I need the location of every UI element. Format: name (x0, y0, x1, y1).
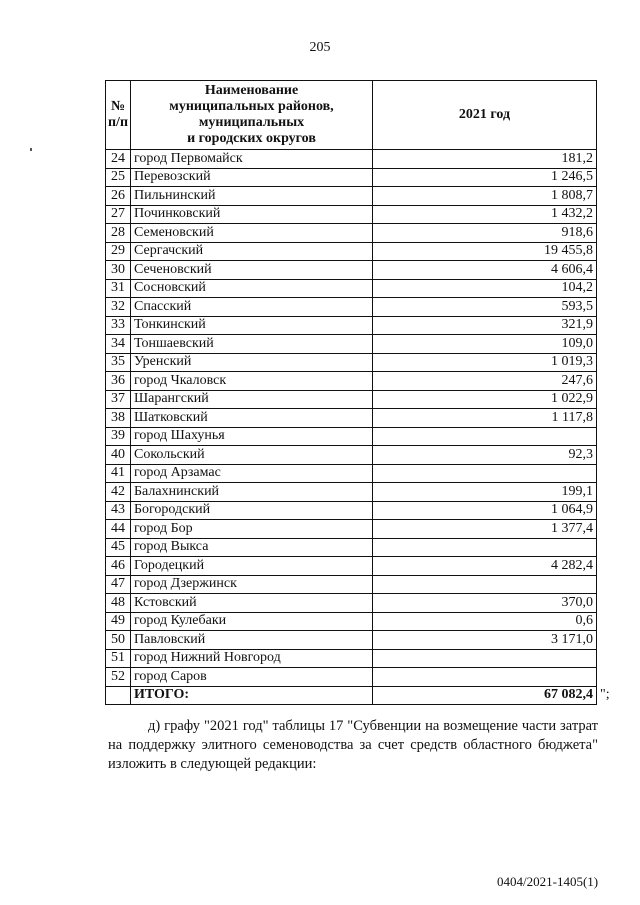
row-number: 45 (106, 538, 131, 557)
table-row (106, 631, 597, 650)
row-value: 1 064,9 (373, 501, 597, 520)
row-name: Шарангский (131, 390, 373, 409)
row-number: 31 (106, 279, 131, 298)
header-num: № п/п (106, 81, 131, 150)
row-value: 1 808,7 (373, 187, 597, 206)
table-row (106, 279, 597, 298)
header-name-line: муниципальных районов, (169, 99, 334, 114)
row-name: Тонкинский (131, 316, 373, 335)
table-row (106, 205, 597, 224)
row-name: Кстовский (131, 594, 373, 613)
total-label: ИТОГО: (131, 686, 373, 705)
row-value: 370,0 (373, 594, 597, 613)
table-row (106, 538, 597, 557)
table-row (106, 335, 597, 354)
row-number: 38 (106, 409, 131, 428)
row-number: 33 (106, 316, 131, 335)
subsidy-table (105, 80, 597, 705)
table-row (106, 390, 597, 409)
row-value: 4 606,4 (373, 261, 597, 280)
row-name: город Саров (131, 668, 373, 687)
row-number: 24 (106, 150, 131, 169)
row-name: Сокольский (131, 446, 373, 465)
amendment-paragraph (108, 717, 598, 774)
table-row (106, 483, 597, 502)
table-row (106, 261, 597, 280)
table-row (106, 446, 597, 465)
table-row (106, 501, 597, 520)
row-number: 36 (106, 372, 131, 391)
row-number: 34 (106, 335, 131, 354)
table-row (106, 224, 597, 243)
row-number: 41 (106, 464, 131, 483)
table-row (106, 168, 597, 187)
header-name-line: и городских округов (187, 131, 316, 146)
row-number: 35 (106, 353, 131, 372)
table-row (106, 409, 597, 428)
row-name: Пильнинский (131, 187, 373, 206)
row-name: Сеченовский (131, 261, 373, 280)
row-value (373, 538, 597, 557)
header-name (131, 81, 373, 150)
row-number: 43 (106, 501, 131, 520)
table-row (106, 612, 597, 631)
row-value: 1 377,4 (373, 520, 597, 539)
row-value (373, 427, 597, 446)
row-number: 44 (106, 520, 131, 539)
row-name: Городецкий (131, 557, 373, 576)
row-name: Тоншаевский (131, 335, 373, 354)
row-number: 40 (106, 446, 131, 465)
table-row (106, 520, 597, 539)
row-value: 181,2 (373, 150, 597, 169)
table-row (106, 298, 597, 317)
row-value (373, 464, 597, 483)
row-value: 0,6 (373, 612, 597, 631)
row-value: 918,6 (373, 224, 597, 243)
row-number: 37 (106, 390, 131, 409)
row-name: Перевозский (131, 168, 373, 187)
row-value: 1 022,9 (373, 390, 597, 409)
row-value: 3 171,0 (373, 631, 597, 650)
row-name: Сосновский (131, 279, 373, 298)
row-name: Уренский (131, 353, 373, 372)
row-name: город Бор (131, 520, 373, 539)
row-value: 109,0 (373, 335, 597, 354)
table-row (106, 649, 597, 668)
row-value: 4 282,4 (373, 557, 597, 576)
row-name: Починковский (131, 205, 373, 224)
row-number: 50 (106, 631, 131, 650)
margin-mark (30, 148, 32, 151)
row-name: Спасский (131, 298, 373, 317)
row-value (373, 575, 597, 594)
row-number: 26 (106, 187, 131, 206)
row-value: 92,3 (373, 446, 597, 465)
row-name: город Кулебаки (131, 612, 373, 631)
row-number: 32 (106, 298, 131, 317)
row-value: 1 117,8 (373, 409, 597, 428)
table-row (106, 353, 597, 372)
row-value: 593,5 (373, 298, 597, 317)
table-header-row (106, 81, 597, 150)
row-number: 48 (106, 594, 131, 613)
total-num-cell (106, 686, 131, 705)
row-value: 1 246,5 (373, 168, 597, 187)
row-value: 321,9 (373, 316, 597, 335)
header-name-line: муниципальных (198, 115, 305, 130)
row-value: 104,2 (373, 279, 597, 298)
row-value: 1 019,3 (373, 353, 597, 372)
table-row (106, 575, 597, 594)
row-value: 199,1 (373, 483, 597, 502)
row-value: 247,6 (373, 372, 597, 391)
row-number: 49 (106, 612, 131, 631)
row-value (373, 668, 597, 687)
row-name: город Дзержинск (131, 575, 373, 594)
row-value (373, 649, 597, 668)
row-number: 28 (106, 224, 131, 243)
page-number: 205 (309, 40, 331, 55)
row-name: город Выкса (131, 538, 373, 557)
row-number: 52 (106, 668, 131, 687)
row-number: 46 (106, 557, 131, 576)
document-code: 0404/2021-1405(1) (497, 874, 599, 889)
row-name: город Шахунья (131, 427, 373, 446)
table-row (106, 372, 597, 391)
row-name: Павловский (131, 631, 373, 650)
table-row (106, 150, 597, 169)
table-row (106, 316, 597, 335)
row-number: 27 (106, 205, 131, 224)
total-value: 67 082,4 (373, 686, 597, 705)
row-name: город Чкаловск (131, 372, 373, 391)
row-name: Богородский (131, 501, 373, 520)
row-name: Сергачский (131, 242, 373, 261)
table-row (106, 427, 597, 446)
closing-quote: "; (600, 687, 610, 702)
table-row (106, 187, 597, 206)
table-row (106, 557, 597, 576)
table-row (106, 464, 597, 483)
row-number: 25 (106, 168, 131, 187)
paragraph-text: д) графу "2021 год" таблицы 17 "Субвенции на возмещение части затрат на поддержку элитного семеноводства за счет средств областного бюджета" изложить в следующей редакции: (108, 718, 598, 772)
header-name-line: Наименование (204, 83, 299, 98)
row-number: 51 (106, 649, 131, 668)
row-number: 47 (106, 575, 131, 594)
table-row (106, 242, 597, 261)
row-number: 29 (106, 242, 131, 261)
row-name: город Нижний Новгород (131, 649, 373, 668)
row-number: 39 (106, 427, 131, 446)
row-value: 1 432,2 (373, 205, 597, 224)
row-name: Балахнинский (131, 483, 373, 502)
row-value: 19 455,8 (373, 242, 597, 261)
header-year: 2021 год (373, 81, 597, 150)
row-number: 30 (106, 261, 131, 280)
row-name: город Арзамас (131, 464, 373, 483)
table-row (106, 594, 597, 613)
table-row (106, 668, 597, 687)
row-name: Семеновский (131, 224, 373, 243)
total-row (106, 686, 597, 705)
row-number: 42 (106, 483, 131, 502)
row-name: город Первомайск (131, 150, 373, 169)
row-name: Шатковский (131, 409, 373, 428)
